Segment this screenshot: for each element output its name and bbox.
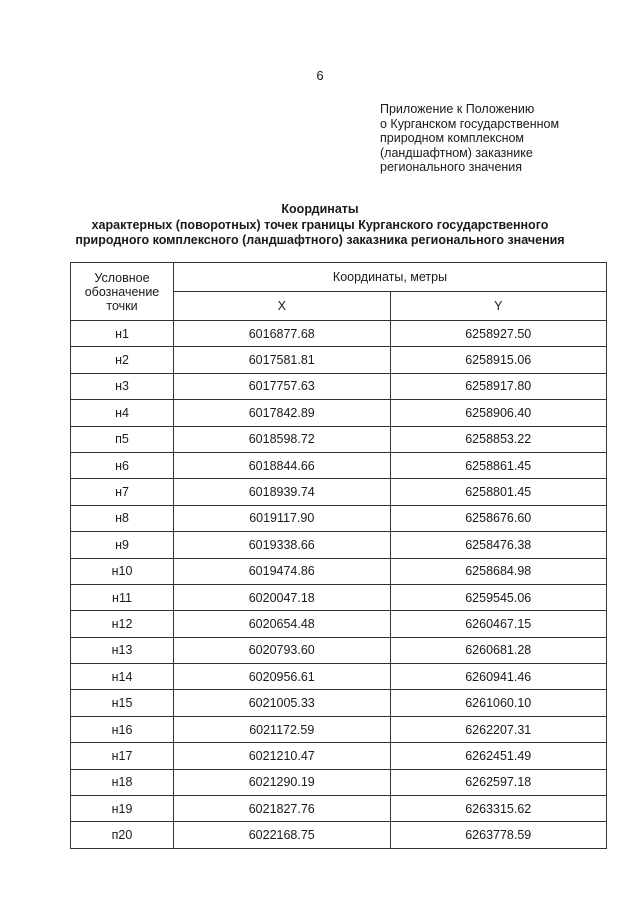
y-cell: 6262207.31 xyxy=(390,716,607,742)
point-cell: н14 xyxy=(71,664,174,690)
point-cell: н10 xyxy=(71,558,174,584)
y-cell: 6261060.10 xyxy=(390,690,607,716)
point-cell: н15 xyxy=(71,690,174,716)
point-cell: н2 xyxy=(71,347,174,373)
table-row xyxy=(71,637,607,663)
x-cell: 6017581.81 xyxy=(174,347,391,373)
point-cell: н16 xyxy=(71,716,174,742)
y-cell: 6258906.40 xyxy=(390,400,607,426)
table-row xyxy=(71,769,607,795)
table-row xyxy=(71,716,607,742)
point-cell: н7 xyxy=(71,479,174,505)
appendix-line: Приложение к Положению xyxy=(380,102,535,116)
page-number: 6 xyxy=(316,68,324,83)
table-row xyxy=(71,664,607,690)
x-cell: 6021827.76 xyxy=(174,796,391,822)
y-cell: 6258801.45 xyxy=(390,479,607,505)
y-cell: 6258476.38 xyxy=(390,532,607,558)
point-cell: н1 xyxy=(71,321,174,347)
y-cell: 6262597.18 xyxy=(390,769,607,795)
y-cell: 6262451.49 xyxy=(390,743,607,769)
point-cell: н3 xyxy=(71,373,174,399)
document-title xyxy=(0,202,640,249)
y-cell: 6259545.06 xyxy=(390,584,607,610)
y-cell: 6263778.59 xyxy=(390,822,607,848)
header-point-line: обозначение xyxy=(84,284,160,299)
title-line: природного комплексного (ландшафтного) заказника регионального значения xyxy=(75,233,565,247)
appendix-line: природном комплексном xyxy=(380,131,525,146)
y-cell: 6258915.06 xyxy=(390,347,607,373)
y-cell: 6258853.22 xyxy=(390,426,607,452)
appendix-note xyxy=(380,102,559,175)
header-y: Y xyxy=(390,292,607,321)
appendix-line: о Курганском государственном xyxy=(380,116,560,131)
x-cell: 6020047.18 xyxy=(174,584,391,610)
point-cell: н18 xyxy=(71,769,174,795)
y-cell: 6260941.46 xyxy=(390,664,607,690)
point-cell: н11 xyxy=(71,584,174,610)
point-cell: п5 xyxy=(71,426,174,452)
point-cell: н9 xyxy=(71,532,174,558)
point-cell: н13 xyxy=(71,637,174,663)
table-row xyxy=(71,532,607,558)
header-point-line: точки xyxy=(106,298,138,313)
table-row xyxy=(71,321,607,347)
x-cell: 6021210.47 xyxy=(174,743,391,769)
table-row xyxy=(71,479,607,505)
x-cell: 6021172.59 xyxy=(174,716,391,742)
y-cell: 6258684.98 xyxy=(390,558,607,584)
table-row xyxy=(71,373,607,399)
point-cell: н8 xyxy=(71,505,174,531)
table-row xyxy=(71,558,607,584)
x-cell: 6020793.60 xyxy=(174,637,391,663)
table-row xyxy=(71,690,607,716)
table-row xyxy=(71,611,607,637)
table-row xyxy=(71,426,607,452)
y-cell: 6263315.62 xyxy=(390,796,607,822)
y-cell: 6260681.28 xyxy=(390,637,607,663)
y-cell: 6258927.50 xyxy=(390,321,607,347)
x-cell: 6019117.90 xyxy=(174,505,391,531)
x-cell: 6020956.61 xyxy=(174,664,391,690)
x-cell: 6017842.89 xyxy=(174,400,391,426)
table-row xyxy=(71,796,607,822)
x-cell: 6018844.66 xyxy=(174,452,391,478)
y-cell: 6260467.15 xyxy=(390,611,607,637)
table-row xyxy=(71,743,607,769)
point-cell: н17 xyxy=(71,743,174,769)
table-body xyxy=(71,321,607,849)
y-cell: 6258861.45 xyxy=(390,452,607,478)
table-row xyxy=(71,400,607,426)
header-x: X xyxy=(174,292,391,321)
point-cell: н19 xyxy=(71,796,174,822)
table-row xyxy=(71,822,607,848)
table-row xyxy=(71,347,607,373)
point-cell: н4 xyxy=(71,400,174,426)
table-row xyxy=(71,584,607,610)
appendix-line: (ландшафтном) заказнике xyxy=(380,145,533,160)
point-cell: н6 xyxy=(71,452,174,478)
x-cell: 6021290.19 xyxy=(174,769,391,795)
x-cell: 6018598.72 xyxy=(174,426,391,452)
coordinates-table xyxy=(70,262,607,849)
title-line: Координаты xyxy=(281,202,359,216)
header-point-line: Условное xyxy=(94,270,150,285)
x-cell: 6017757.63 xyxy=(174,373,391,399)
x-cell: 6022168.75 xyxy=(174,822,391,848)
header-point-designation xyxy=(71,263,174,321)
x-cell: 6020654.48 xyxy=(174,611,391,637)
x-cell: 6021005.33 xyxy=(174,690,391,716)
table-row xyxy=(71,505,607,531)
table-row xyxy=(71,452,607,478)
header-coordinates: Координаты, метры xyxy=(174,263,607,292)
x-cell: 6016877.68 xyxy=(174,321,391,347)
y-cell: 6258676.60 xyxy=(390,505,607,531)
x-cell: 6019474.86 xyxy=(174,558,391,584)
point-cell: п20 xyxy=(71,822,174,848)
x-cell: 6019338.66 xyxy=(174,532,391,558)
x-cell: 6018939.74 xyxy=(174,479,391,505)
point-cell: н12 xyxy=(71,611,174,637)
y-cell: 6258917.80 xyxy=(390,373,607,399)
appendix-line: регионального значения xyxy=(380,160,523,175)
title-line: характерных (поворотных) точек границы Курганского государственного xyxy=(91,217,549,232)
